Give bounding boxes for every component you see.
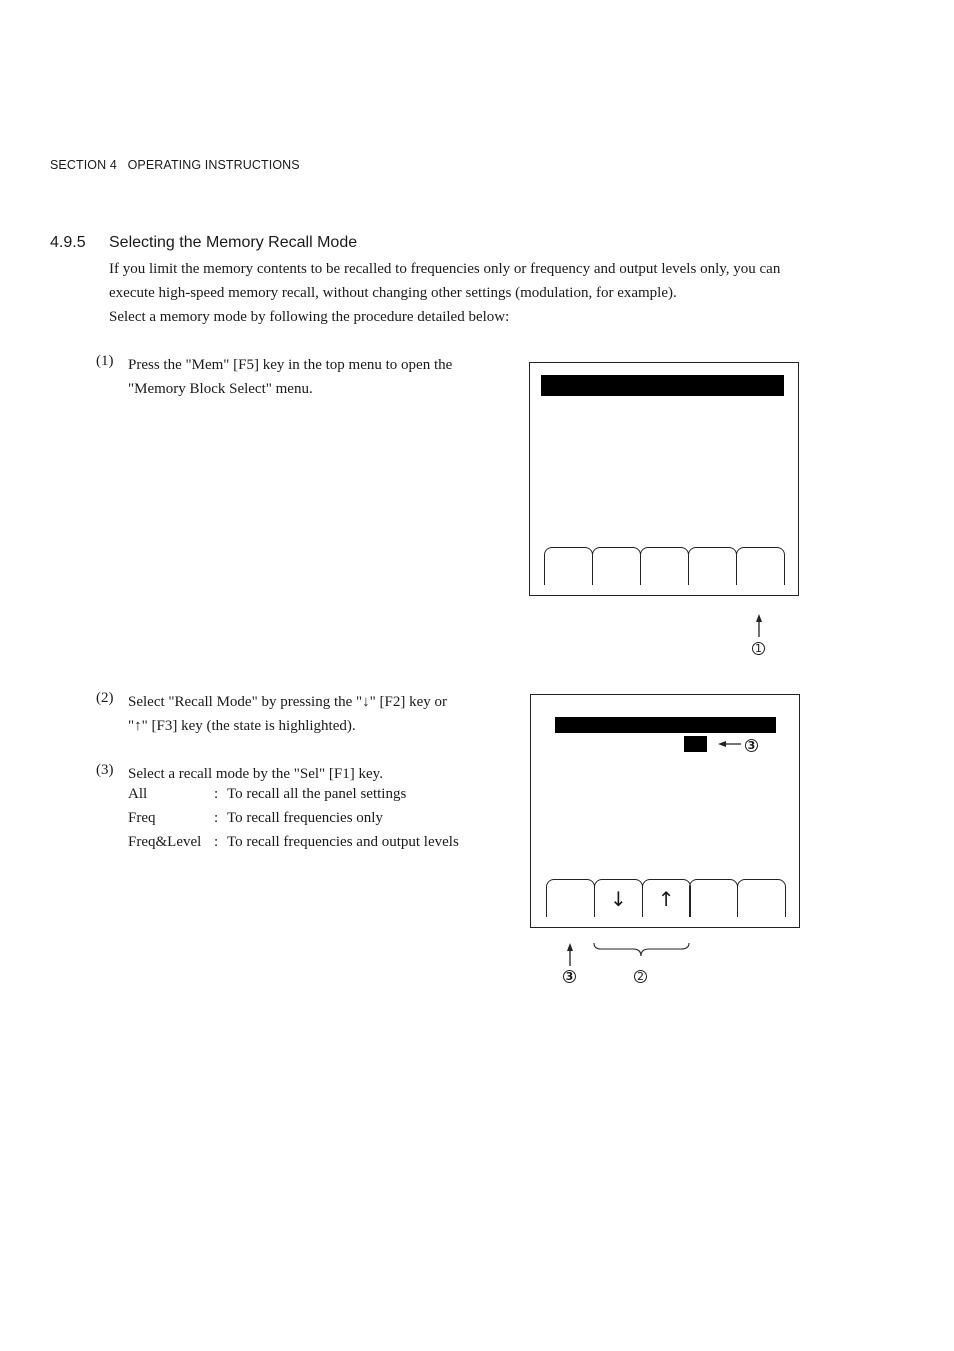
step-3-text: Select a recall mode by the "Sel" [F1] key. — [128, 766, 383, 782]
screen-1-display — [529, 362, 799, 596]
step-1-number: (1) — [96, 353, 114, 369]
softkey-f4[interactable] — [688, 547, 737, 585]
softkey-f3[interactable] — [640, 547, 689, 585]
softkey-f1[interactable] — [544, 547, 593, 585]
mode-separator: : — [214, 834, 219, 850]
intro-line: execute high-speed memory recall, without changing other settings (modulation, for example). — [109, 285, 677, 301]
mode-separator: : — [214, 810, 219, 826]
screen-2-softkeys — [546, 879, 785, 917]
recall-mode-row — [128, 834, 459, 858]
mode-separator: : — [214, 786, 219, 802]
arrow-left-icon — [718, 738, 742, 750]
intro-paragraph — [109, 257, 780, 329]
section-title: Selecting the Memory Recall Mode — [109, 234, 358, 251]
mode-description: To recall frequencies and output levels — [227, 834, 459, 850]
softkey-f5[interactable] — [736, 547, 785, 585]
softkey-f4[interactable] — [689, 879, 738, 917]
callout-3-sel: 3 — [563, 970, 576, 983]
screen-1-title-bar — [541, 375, 784, 396]
intro-line: If you limit the memory contents to be recalled to frequencies only or frequency and output levels only, you can — [109, 261, 781, 277]
arrow-up-icon — [752, 614, 766, 638]
recall-mode-row — [128, 786, 459, 810]
arrow-up-icon — [563, 943, 577, 967]
mode-name: Freq — [128, 810, 156, 826]
softkey-f5[interactable] — [737, 879, 786, 917]
step-2-number: (2) — [96, 690, 114, 706]
recall-mode-highlight — [684, 736, 707, 752]
callout-2: 2 — [634, 970, 647, 983]
mode-name: All — [128, 786, 148, 802]
step-2-line: Select "Recall Mode" by pressing the "↓" [F2] key or — [128, 694, 448, 710]
softkey-down[interactable]: ↓ — [594, 879, 643, 917]
section-number: 4.9.5 — [50, 234, 86, 251]
running-header: SECTION 4 OPERATING INSTRUCTIONS — [50, 158, 300, 172]
step-1-line: "Memory Block Select" menu. — [128, 381, 313, 397]
screen-2-title-bar — [555, 717, 776, 733]
step-1-line: Press the "Mem" [F5] key in the top menu to open the — [128, 357, 453, 373]
screen-2-display — [530, 694, 800, 928]
callout-3-highlight: 3 — [745, 739, 758, 752]
intro-line: Select a memory mode by following the procedure detailed below: — [109, 309, 510, 325]
step-2-text — [128, 690, 447, 738]
step-1-text — [128, 353, 452, 401]
screen-1-softkeys — [544, 547, 784, 585]
mode-name: Freq&Level — [128, 834, 202, 850]
step-3-number: (3) — [96, 762, 114, 778]
brace-icon — [593, 942, 691, 958]
recall-mode-table — [128, 786, 459, 858]
softkey-f2[interactable] — [592, 547, 641, 585]
step-2-line: "↑" [F3] key (the state is highlighted). — [128, 718, 356, 734]
recall-mode-row — [128, 810, 459, 834]
mode-description: To recall all the panel settings — [227, 786, 407, 802]
mode-description: To recall frequencies only — [227, 810, 383, 826]
softkey-sel[interactable] — [546, 879, 595, 917]
softkey-up[interactable]: ↑ — [642, 879, 691, 917]
callout-1: 1 — [752, 642, 765, 655]
